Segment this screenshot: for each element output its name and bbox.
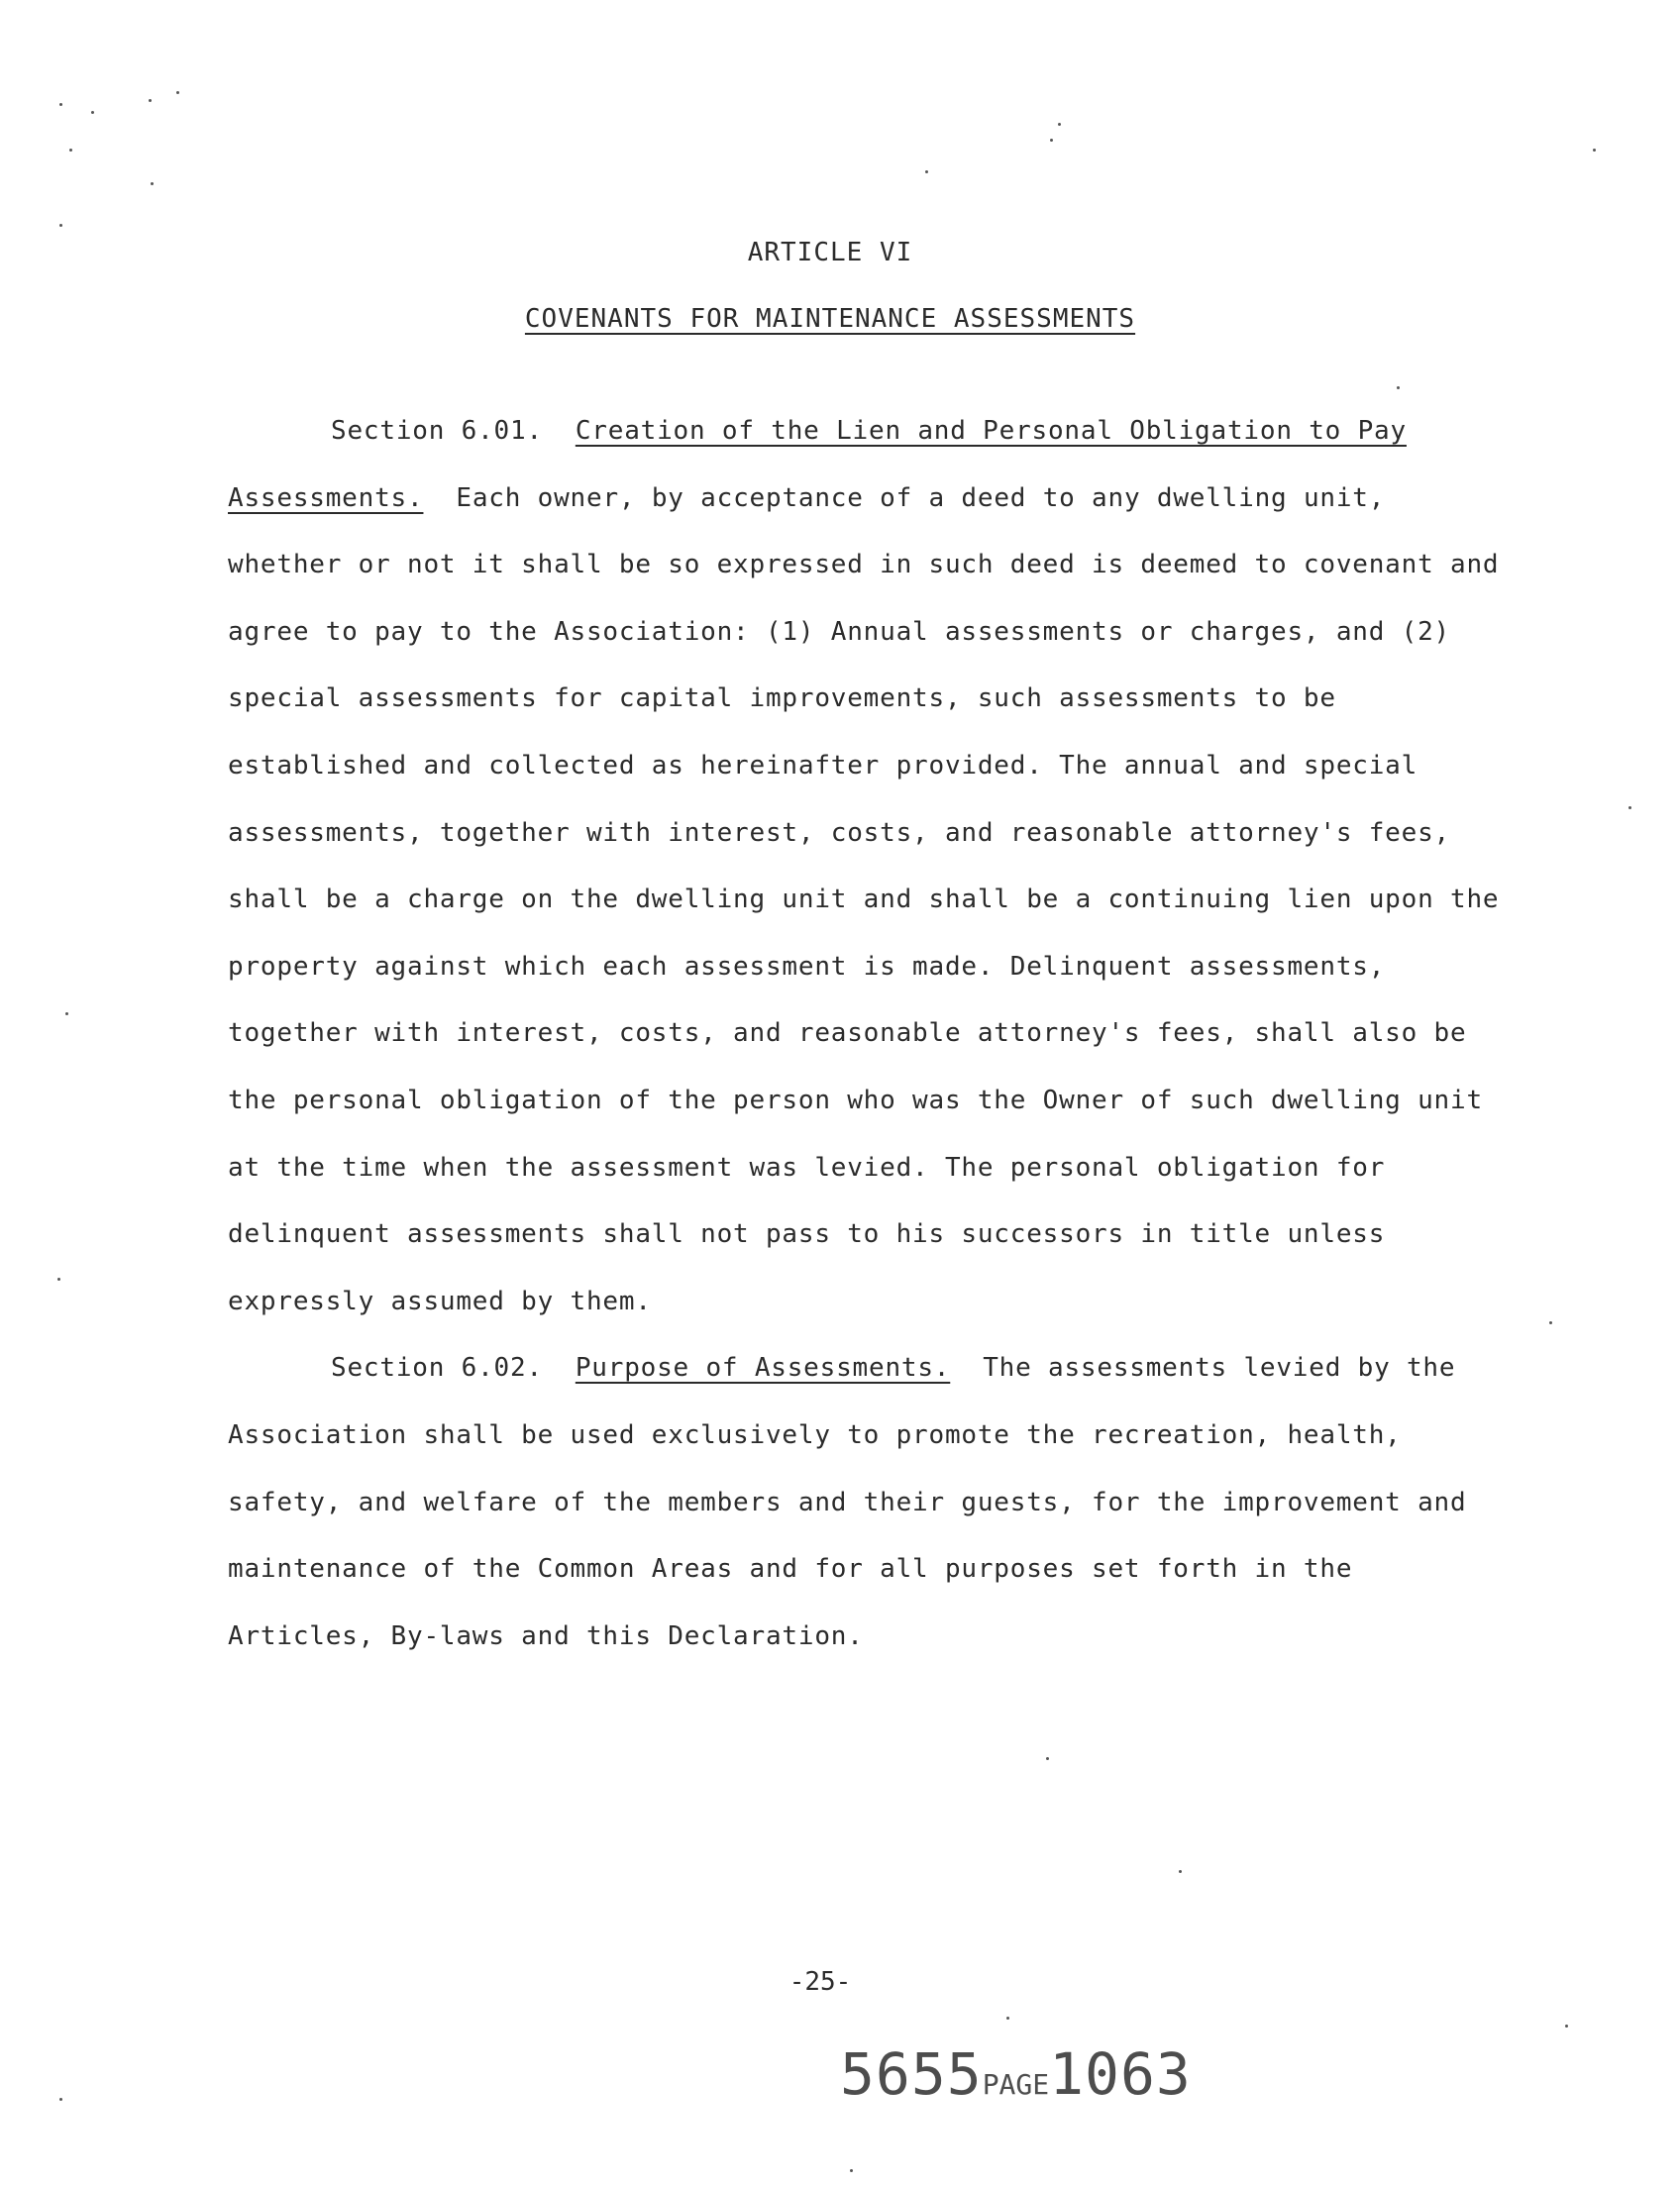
scan-speck (1549, 1321, 1552, 1324)
section-title: Creation of the Lien and Personal Obligation to Pay Assessments. (228, 416, 1407, 513)
scan-speck (1565, 2025, 1568, 2028)
scan-speck (1628, 806, 1631, 809)
scan-speck (59, 2098, 62, 2101)
section-title: Purpose of Assessments. (575, 1353, 951, 1384)
stamp-book-number: 5655 (840, 2040, 983, 2108)
stamp-page-label: PAGE (982, 2068, 1050, 2101)
scan-speck (149, 99, 152, 102)
scan-speck (1058, 123, 1061, 126)
scan-speck (57, 1278, 60, 1281)
scan-speck (1046, 1757, 1049, 1760)
article-subheading-text: COVENANTS FOR MAINTENANCE ASSESSMENTS (524, 304, 1136, 334)
section-body: Each owner, by acceptance of a deed to any dwelling unit, whether or not it shall be so expressed in such deed is deemed to covenant and agree to pay to the Association: (1) Annual assessments or charges, and (2) special assessments for capital improvements, such assessments to be established and collected as hereinafter provided. The annual and special assessments, together with interest, costs, and reasonable attorney's fees, shall be a charge on the dwelling unit and shall be a continuing lien upon the property against which each assessment is made. Delinquent assessments, together with interest, costs, and reasonable attorney's fees, shall also be the personal obligation of the person who was the Owner of such dwelling unit at the time when the assessment was levied. The personal obligation for delinquent assessments shall not pass to his successors in title unless expressly assumed by them. (228, 482, 1500, 1316)
document-body (228, 398, 1506, 1670)
scan-speck (850, 2169, 853, 2172)
section-body: The assessments levied by the Association shall be used exclusively to promote the recreation, health, safety, and welfare of the members and their guests, for the improvement and maintenance of the Common Areas and for all purposes set forth in the Articles, By-laws and this Declaration. (228, 1353, 1467, 1651)
scan-speck (1593, 149, 1596, 152)
scan-speck (65, 1012, 68, 1015)
scan-speck (176, 91, 179, 94)
scan-speck (59, 224, 62, 227)
section-number: Section 6.01. (331, 416, 543, 446)
scan-speck (69, 149, 72, 152)
section-number: Section 6.02. (331, 1353, 543, 1384)
section-paragraph (228, 1335, 1506, 1670)
scan-speck (91, 111, 94, 114)
section-paragraph (228, 398, 1506, 1335)
scan-speck (1006, 2017, 1009, 2020)
scan-speck (925, 170, 928, 173)
stamp-page-number: 1063 (1049, 2040, 1192, 2108)
scan-speck (1397, 386, 1400, 389)
scan-speck (151, 182, 154, 185)
scan-speck (59, 103, 62, 106)
book-page-stamp (840, 2040, 1192, 2108)
page-number: -25- (788, 1967, 852, 1997)
article-heading: ARTICLE VI (747, 238, 913, 267)
scan-speck (1050, 139, 1053, 142)
scan-speck (1179, 1870, 1182, 1873)
article-subheading (0, 304, 1670, 334)
